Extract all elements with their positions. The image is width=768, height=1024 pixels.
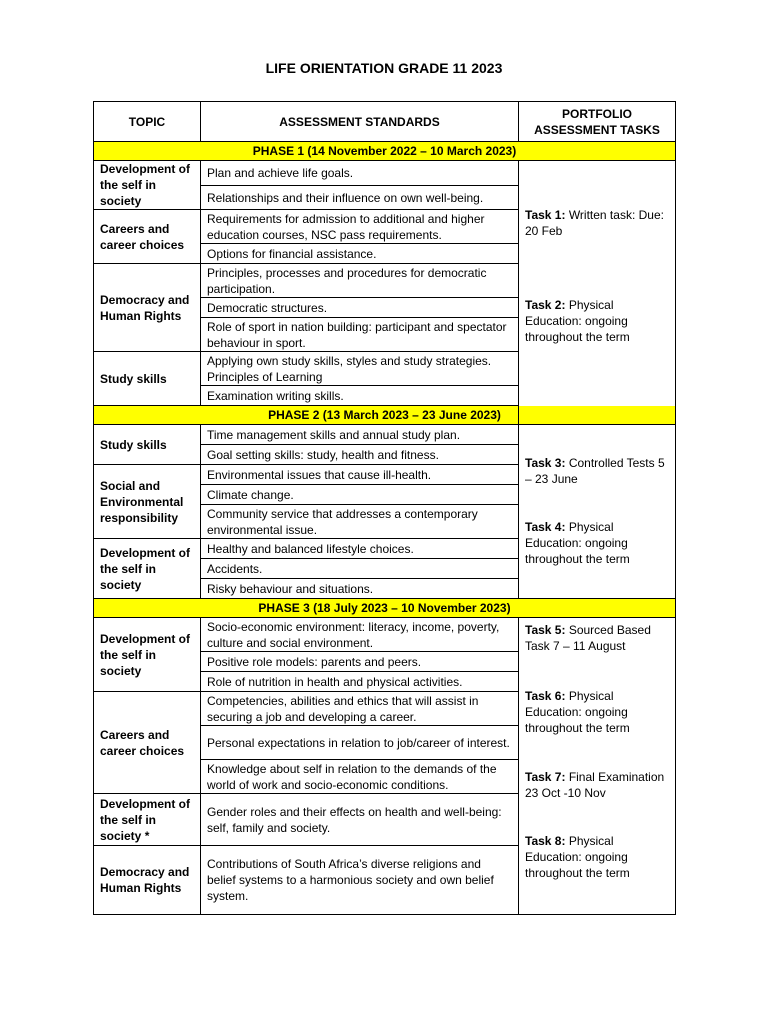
standard-cell: Relationships and their influence on own well-being. [201,186,519,210]
task-item [525,519,669,567]
standard-cell: Personal expectations in relation to job/career of interest. [201,726,519,760]
standard-cell: Principles, processes and procedures for democratic participation. [201,264,519,298]
task-label: Task 4: [525,520,566,534]
standard-cell: Climate change. [201,485,519,505]
task-text: Physical Education: ongoing throughout the term [525,520,630,566]
task-label: Task 1: [525,208,566,222]
task-label: Task 5: [525,623,566,637]
standard-cell: Socio-economic environment: literacy, income, poverty, culture and social environment. [201,618,519,652]
standard-cell: Gender roles and their effects on health and well-being: self, family and society. [201,794,519,846]
table-row [94,618,676,652]
standard-cell: Requirements for admission to additional and higher education courses, NSC pass requirements. [201,210,519,244]
task-label: Task 8: [525,834,566,848]
phase-label: PHASE 1 (14 November 2022 – 10 March 2023) [94,142,676,161]
topic-cell: Democracy and Human Rights [94,264,201,352]
topic-cell: Development of the self in society * [94,794,201,846]
task-item [525,297,669,345]
task-label: Task 3: [525,456,566,470]
standard-cell: Healthy and balanced lifestyle choices. [201,539,519,559]
standard-cell: Goal setting skills: study, health and fitness. [201,445,519,465]
task-label: Task 7: [525,770,566,784]
standard-cell: Competencies, abilities and ethics that will assist in securing a job and developing a career. [201,692,519,726]
assessment-table [93,101,676,915]
task-text: Physical Education: ongoing throughout the term [525,689,630,735]
task-text: Physical Education: ongoing throughout the term [525,834,630,880]
task-item [525,207,669,239]
standard-cell: Accidents. [201,559,519,579]
table-row [94,161,676,186]
table-row [94,425,676,445]
standard-cell: Environmental issues that cause ill-health. [201,465,519,485]
standard-cell: Positive role models: parents and peers. [201,652,519,672]
topic-cell: Study skills [94,425,201,465]
task-text: Written task: Due: 20 Feb [525,208,664,238]
tasks-cell [519,425,676,599]
topic-cell: Social and Environmental responsibility [94,465,201,539]
header-row [94,102,676,142]
task-label: Task 2: [525,298,566,312]
standard-cell: Contributions of South Africa’s diverse religions and belief systems to a harmonious society and own belief system. [201,846,519,915]
standard-cell: Risky behaviour and situations. [201,579,519,599]
standard-cell: Examination writing skills. [201,386,519,406]
standard-cell: Knowledge about self in relation to the demands of the world of work and socio-economic conditions. [201,760,519,794]
page-title: LIFE ORIENTATION GRADE 11 2023 [265,60,503,76]
phase-row [94,406,676,425]
header-tasks: PORTFOLIO ASSESSMENT TASKS [519,102,676,142]
topic-cell: Development of the self in society [94,161,201,210]
standard-cell: Democratic structures. [201,298,519,318]
task-item [525,833,669,881]
standard-cell: Role of nutrition in health and physical activities. [201,672,519,692]
task-item [525,688,669,736]
standard-cell: Time management skills and annual study plan. [201,425,519,445]
task-label: Task 6: [525,689,566,703]
topic-cell: Democracy and Human Rights [94,846,201,915]
header-topic: TOPIC [94,102,201,142]
standard-cell: Plan and achieve life goals. [201,161,519,186]
tasks-cell [519,618,676,915]
header-standards: ASSESSMENT STANDARDS [201,102,519,142]
topic-cell: Careers and career choices [94,692,201,794]
topic-cell: Development of the self in society [94,618,201,692]
task-text: Controlled Tests 5 – 23 June [525,456,665,486]
tasks-cell [519,161,676,425]
task-item [525,769,669,801]
task-item [525,622,669,654]
topic-cell: Development of the self in society [94,539,201,599]
standard-cell: Role of sport in nation building: participant and spectator behaviour in sport. [201,318,519,352]
topic-cell: Study skills [94,352,201,406]
phase-row [94,142,676,161]
task-item [525,455,669,487]
task-text: Sourced Based Task 7 – 11 August [525,623,651,653]
phase-label: PHASE 3 (18 July 2023 – 10 November 2023) [94,599,676,618]
standard-cell: Options for financial assistance. [201,244,519,264]
standard-cell: Community service that addresses a contemporary environmental issue. [201,505,519,539]
phase-label: PHASE 2 (13 March 2023 – 23 June 2023) [94,406,676,425]
standard-cell: Applying own study skills, styles and study strategies. Principles of Learning [201,352,519,386]
phase-row [94,599,676,618]
task-text: Physical Education: ongoing throughout the term [525,298,630,344]
topic-cell: Careers and career choices [94,210,201,264]
task-text: Final Examination 23 Oct -10 Nov [525,770,665,800]
